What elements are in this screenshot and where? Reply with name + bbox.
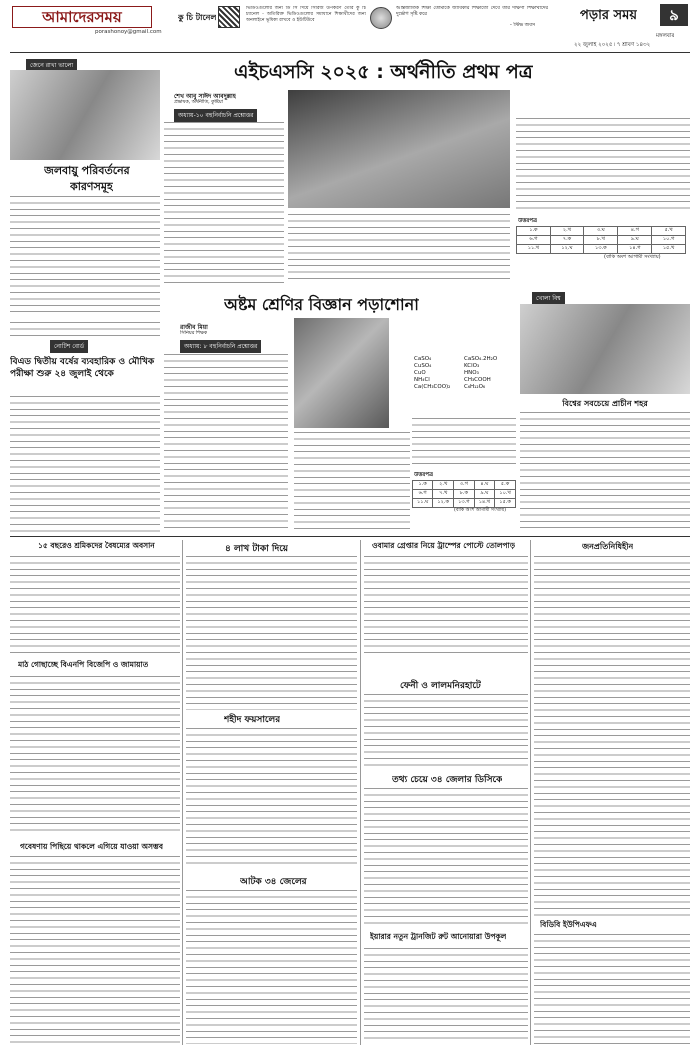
- masthead-rule: [10, 52, 690, 53]
- climate-headline-2: কারণসমূহ: [70, 180, 113, 193]
- answer-cell: ১৩.গ: [454, 499, 475, 508]
- answer-cell: ২.খ: [550, 227, 583, 236]
- answer-cell: ৯.ঘ: [474, 490, 495, 499]
- logo-text: আমাদেরসময়: [42, 8, 122, 26]
- answer-cell: ১১.ঘ: [413, 499, 433, 508]
- notice-body: [10, 396, 160, 532]
- climate-image: [10, 70, 160, 160]
- science-author: রাজীব মিয়া: [180, 324, 208, 331]
- answer-row: [517, 227, 686, 236]
- world-tag: খোলা বিশ্ব: [532, 292, 565, 305]
- answer-cell: ১৪.গ: [618, 245, 652, 254]
- formula: HNO₃: [464, 370, 479, 376]
- answer-cell: ৮.ক: [454, 490, 475, 499]
- formula: C₆H₁₂O₆: [464, 384, 486, 390]
- answer-row: [413, 490, 516, 499]
- hsc-exam-photo: [288, 90, 510, 208]
- climate-body: [10, 196, 160, 316]
- science-student-photo: [294, 318, 389, 428]
- world-section: [520, 290, 690, 534]
- science-title: অষ্টম শ্রেণির বিজ্ঞান পড়াশোনা: [224, 295, 419, 314]
- formula: CuSO₄: [414, 363, 432, 369]
- science-continued: (বাকি অংশ আগামী সংখ্যায়): [454, 508, 507, 513]
- science-author-role: সিনিয়র শিক্ষক: [180, 331, 208, 336]
- hsc-questions-left: [164, 122, 284, 284]
- answer-cell: ৮.খ: [584, 236, 618, 245]
- answer-cell: ৬.গ: [517, 236, 551, 245]
- answer-cell: ৫.খ: [652, 227, 686, 236]
- formula: CaSO₄.2H₂O: [464, 356, 498, 362]
- article-7-body: [364, 694, 528, 770]
- page-number-box: [660, 4, 688, 26]
- science-questions-left: [164, 354, 288, 532]
- article-1-headline: ১৫ বছরেও শ্রমিকদের বৈষম্যের অবসান: [38, 541, 155, 550]
- answer-cell: ১০.গ: [652, 236, 686, 245]
- notice-intro: [10, 322, 160, 336]
- answer-cell: ১২.ক: [433, 499, 454, 508]
- article-3-headline: ওবামার গ্রেপ্তার নিয়ে ট্রাম্পের পোস্টে তোলপাড়: [372, 541, 516, 550]
- article-12-body: [534, 934, 690, 1044]
- article-10-body: [186, 890, 357, 1044]
- answer-cell: ১.ক: [413, 481, 433, 490]
- article-8-headline: তথ্য চেয়ে ৩৪ জেলার ডিসিকে: [392, 775, 503, 785]
- channel-name: কু চি টানেল: [178, 13, 217, 22]
- hsc-questions-mid: [288, 214, 510, 284]
- seal-icon: [370, 7, 392, 29]
- article-2-body: [186, 556, 357, 710]
- section-title: পড়ার সময়: [580, 8, 638, 23]
- article-5-headline: মাঠ গোছাচ্ছে বিএনপি বিজেপি ও জামায়াত: [18, 660, 149, 669]
- answer-cell: ৩.গ: [454, 481, 475, 490]
- answer-cell: ৫.ক: [495, 481, 516, 490]
- answer-cell: ১৫.খ: [652, 245, 686, 254]
- article-2-headline: ৪ লাখ টাকা দিয়ে: [225, 544, 289, 554]
- article-6-headline: শহীদ ফয়সালের: [224, 715, 281, 725]
- hsc-questions-right: [516, 118, 690, 214]
- science-chapter: অধ্যায়: ৮ বহুনির্বাচনি প্রশ্নোত্তর: [180, 340, 261, 353]
- answer-cell: ১৫.ক: [495, 499, 516, 508]
- hsc-answer-table: [516, 226, 686, 254]
- answer-cell: ১০.খ: [495, 490, 516, 499]
- science-questions-mid: [294, 432, 410, 532]
- hsc-title: এইচএসসি ২০২৫ : অর্থনীতি প্রথম পত্র: [234, 61, 533, 83]
- answer-cell: ২.খ: [433, 481, 454, 490]
- formula: KClO₃: [464, 363, 480, 369]
- article-4-body: [534, 556, 690, 916]
- science-formula-list: [414, 356, 514, 416]
- formula: NH₄Cl: [414, 377, 430, 383]
- answer-cell: ৭.খ: [433, 490, 454, 499]
- article-5-body: [10, 676, 180, 836]
- logo: [12, 6, 152, 28]
- formula: Ca(CH₃COO)₂: [414, 384, 451, 390]
- article-11-headline: ইয়ারার নতুন ট্রানজিট রুট আনোয়ারা উপকূল: [370, 932, 507, 941]
- date: ২২ জুলাই ২০২৫ ৷ ৭ শ্রাবণ ১৪৩২: [574, 42, 651, 48]
- mid-rule: [10, 536, 690, 537]
- climate-tag: জেনে রাখা ভালো: [26, 59, 77, 72]
- answer-cell: ১৪.খ: [474, 499, 495, 508]
- article-8-body: [364, 788, 528, 928]
- hsc-section: [164, 56, 690, 286]
- page-number: ৯: [669, 6, 679, 24]
- article-9-headline: গবেষণায় পিছিয়ে থাকলে এগিয়ে যাওয়া অসম্ভব: [20, 842, 164, 851]
- hsc-author: শেখ আবু সাঈদ আবদুল্লাহ: [174, 93, 236, 100]
- answer-row: [517, 236, 686, 245]
- answer-cell: ১৩.ক: [584, 245, 618, 254]
- world-ruins-photo: [520, 304, 690, 394]
- climate-headline-1: জলবায়ু পরিবর্তনের: [44, 164, 130, 177]
- answer-cell: ১.ক: [517, 227, 551, 236]
- quote-author: - স্টিভ জবস: [510, 22, 536, 28]
- article-12-headline: বিডিবি ইউপিএফএ: [540, 920, 597, 929]
- hsc-chapter: অধ্যায়-১০ বহুনির্বাচনি প্রশ্নোত্তর: [174, 109, 257, 122]
- article-1-body: [10, 556, 180, 654]
- science-answers-label: উত্তরপত্র: [414, 472, 434, 478]
- qr-code: [218, 6, 240, 28]
- answer-cell: ১২.ঘ: [550, 245, 583, 254]
- hsc-author-role: প্রভাষক, অর্থনীতি, কুষ্টিয়া: [174, 100, 223, 105]
- science-section: [164, 288, 516, 534]
- article-3-body: [364, 556, 528, 654]
- formula: CaSO₄: [414, 356, 432, 362]
- answer-row: [413, 481, 516, 490]
- world-caption: বিশ্বের সবচেয়ে প্রাচীন শহর: [562, 399, 648, 408]
- answer-cell: ৩.ঘ: [584, 227, 618, 236]
- answer-cell: ৭.ক: [550, 236, 583, 245]
- formula: CH₃COOH: [464, 377, 491, 383]
- article-11-body: [364, 948, 528, 1044]
- science-questions-right: [412, 418, 516, 468]
- article-6-body: [186, 728, 357, 868]
- article-4-headline: জনপ্রতিনিধিহীন: [582, 542, 634, 551]
- article-7-headline: ফেনী ও লালমনিরহাটে: [400, 681, 481, 691]
- answer-row: [517, 245, 686, 254]
- answer-cell: ৪.ঘ: [474, 481, 495, 490]
- answer-cell: ১১.খ: [517, 245, 551, 254]
- article-9-body: [10, 856, 180, 1044]
- article-10-headline: আটক ৩৪ জেলের: [240, 877, 307, 887]
- email: porashonoy@gmail.com: [95, 29, 162, 35]
- hsc-answers-label: উত্তরপত্র: [518, 218, 538, 224]
- channel-blurb: ভিডিওগুলোর জন্য ডি সি দিয়ে সিরিজ উপকরণ তৈরি কু চি চ্যানেল - অতিরিক্ত ভিডিওগুলোর সমাধানে শিক্ষার্থীদের জন্য অনলাইনে ভূমিকা রাখবে ও ইউটিউবে: [246, 6, 366, 23]
- climate-section: [10, 56, 160, 318]
- formula: CuO: [414, 370, 426, 376]
- quote: আন্তর্জাতিক শিক্ষা তোমাকে জীবিকার শিক্ষাতো দেবে তার দক্ষিণা শিক্ষার্থীদের দুর্ভোগ সৃষ্টি করে: [396, 6, 548, 17]
- answer-cell: ৬.গ: [413, 490, 433, 499]
- hsc-continued: (বাকি অংশ আগামী সংখ্যায়): [604, 254, 661, 260]
- day: মঙ্গলবার: [656, 33, 675, 39]
- notice-section: [10, 320, 160, 534]
- science-answer-table: [412, 480, 516, 508]
- notice-tag: নোটিশ বোর্ড: [50, 340, 88, 353]
- answer-cell: ৪.গ: [618, 227, 652, 236]
- world-body: [520, 412, 690, 532]
- answer-cell: ৯.ঘ: [618, 236, 652, 245]
- notice-headline: বিএড দ্বিতীয় বর্ষের ব্যবহারিক ও মৌখিক পরীক্ষা শুরু ২৪ জুলাই থেকে: [10, 357, 155, 379]
